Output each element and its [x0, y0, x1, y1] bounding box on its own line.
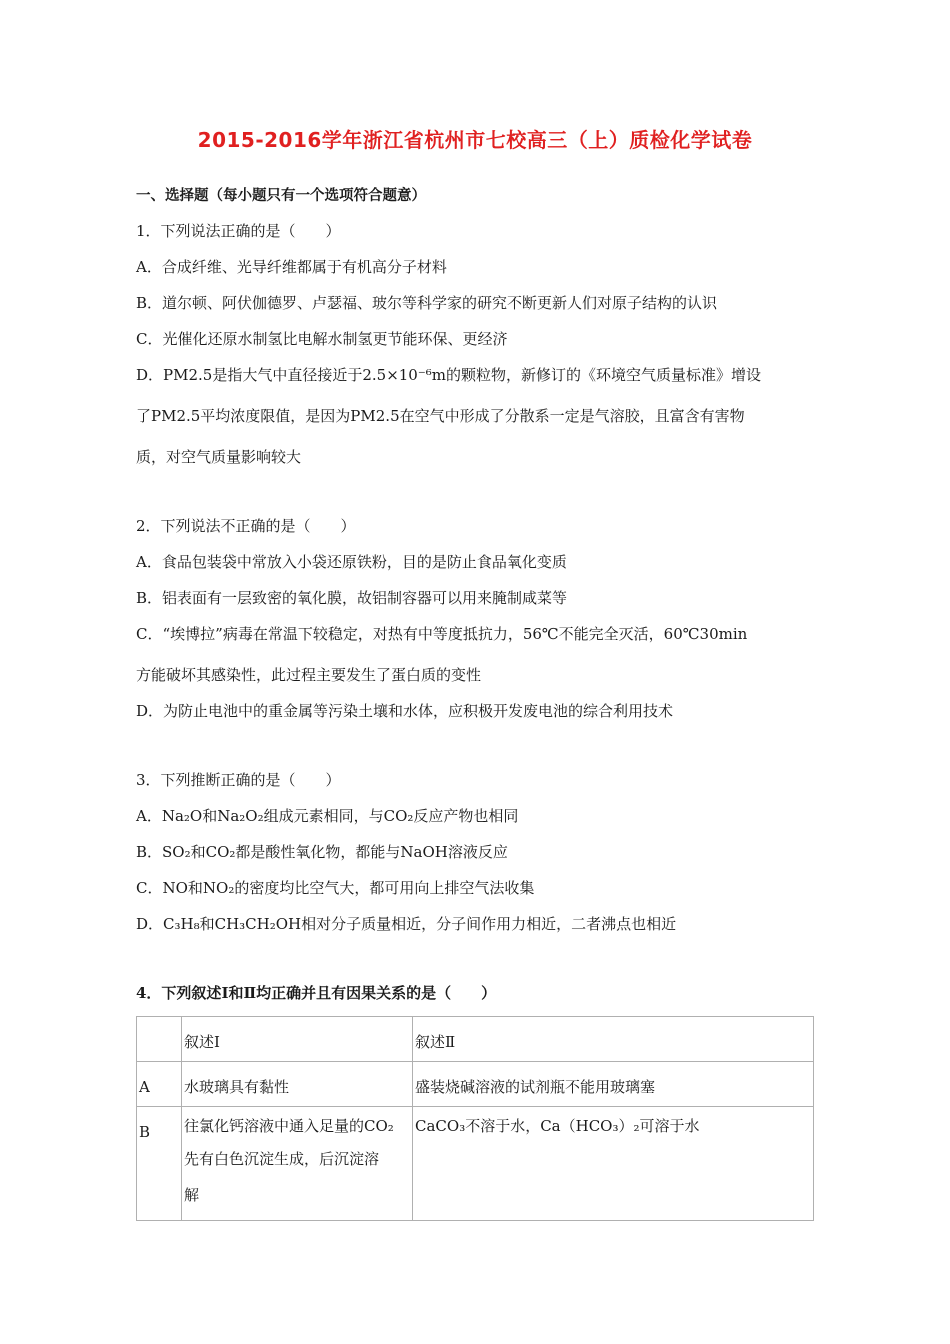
table-row	[137, 1107, 814, 1221]
q1-option-a: A．合成纤维、光导纤维都属于有机高分子材料	[136, 258, 447, 276]
statement-1-line: 往氯化钙溶液中通入足量的CO₂	[184, 1117, 394, 1135]
q2-option-b: B．铝表面有一层致密的氧化膜，故铝制容器可以用来腌制咸菜等	[136, 589, 568, 607]
q2-option-a: A．食品包装袋中常放入小袋还原铁粉，目的是防止食品氧化变质	[136, 553, 567, 571]
header-statement-2: 叙述Ⅱ	[413, 1017, 814, 1062]
statement-1-line: 先有白色沉淀生成，后沉淀溶	[184, 1150, 380, 1168]
q1-option-c: C．光催化还原水制氢比电解水制氢更节能环保、更经济	[136, 330, 508, 348]
header-statement-1: 叙述Ⅰ	[182, 1017, 413, 1062]
question-1: 1．下列说法正确的是（ ）	[136, 222, 341, 240]
row-label: B	[137, 1107, 182, 1221]
q1-option-b: B．道尔顿、阿伏伽德罗、卢瑟福、玻尔等科学家的研究不断更新人们对原子结构的认识	[136, 294, 718, 312]
document-title: 2015-2016学年浙江省杭州市七校高三（上）质检化学试卷	[197, 128, 753, 152]
q1-option-d-line2: 了PM2.5平均浓度限值，是因为PM2.5在空气中形成了分散系一定是气溶胶，且富含有害物	[136, 407, 745, 425]
header-blank	[137, 1017, 182, 1062]
q2-option-c-line2: 方能破坏其感染性，此过程主要发生了蛋白质的变性	[136, 666, 482, 684]
question-4: 4．下列叙述Ⅰ和Ⅱ均正确并且有因果关系的是（ ）	[136, 984, 497, 1002]
statement-2-cell: 盛装烧碱溶液的试剂瓶不能用玻璃塞	[413, 1062, 814, 1107]
q2-option-c-line1: C．“埃博拉”病毒在常温下较稳定，对热有中等度抵抗力，56℃不能完全灭活，60℃30min	[136, 625, 748, 643]
q1-option-d-line3: 质，对空气质量影响较大	[136, 448, 302, 466]
q1-option-d-line1: D．PM2.5是指大气中直径接近于2.5×10⁻⁶m的颗粒物，新修订的《环境空气质量标准》增设	[136, 366, 762, 384]
q3-option-c: C．NO和NO₂的密度均比空气大，都可用向上排空气法收集	[136, 879, 535, 897]
statement-2-cell	[413, 1107, 814, 1221]
q3-option-b: B．SO₂和CO₂都是酸性氧化物，都能与NaOH溶液反应	[136, 843, 508, 861]
statement-2-line: CaCO₃不溶于水，Ca（HCO₃）₂可溶于水	[415, 1117, 700, 1135]
q2-option-d: D．为防止电池中的重金属等污染土壤和水体，应积极开发废电池的综合利用技术	[136, 702, 674, 720]
statement-1-cell	[182, 1107, 413, 1221]
row-label: A	[137, 1062, 182, 1107]
q3-option-a: A．Na₂O和Na₂O₂组成元素相同，与CO₂反应产物也相同	[136, 807, 519, 825]
table-row	[137, 1062, 814, 1107]
statement-table	[136, 1016, 814, 1221]
question-3: 3．下列推断正确的是（ ）	[136, 771, 341, 789]
table-header-row	[137, 1017, 814, 1062]
statement-1-line: 解	[184, 1186, 200, 1204]
statement-1-cell: 水玻璃具有黏性	[182, 1062, 413, 1107]
section-heading: 一、选择题（每小题只有一个选项符合题意）	[136, 188, 426, 204]
question-2: 2．下列说法不正确的是（ ）	[136, 517, 356, 535]
q3-option-d: D．C₃H₈和CH₃CH₂OH相对分子质量相近，分子间作用力相近，二者沸点也相近	[136, 915, 677, 933]
